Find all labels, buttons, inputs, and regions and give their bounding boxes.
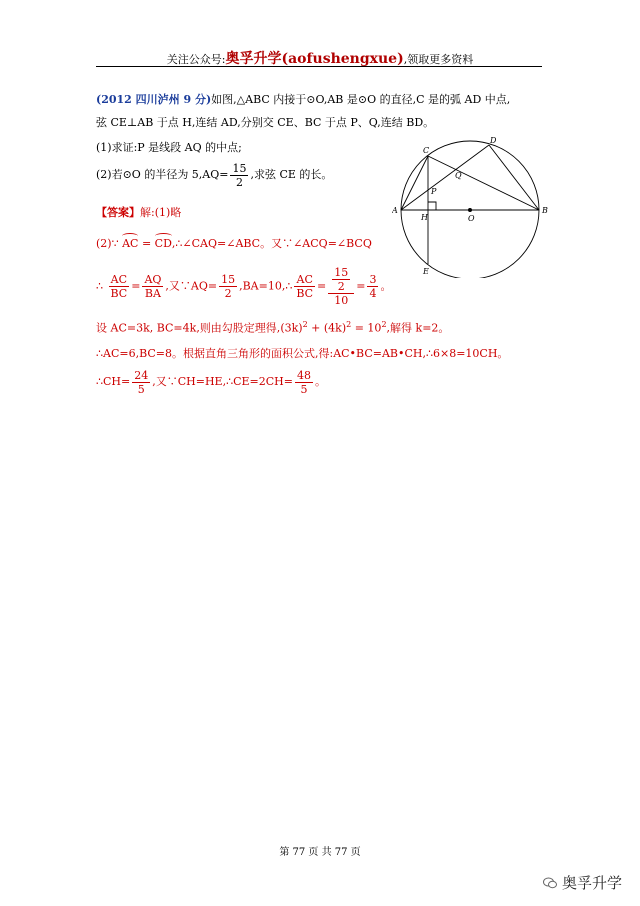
answer-line-5: ∴AC=6,BC=8。根据直角三角形的面积公式,得:AC•BC=AB•CH,∴6×8=10CH。 xyxy=(96,347,509,360)
fraction-ac-bc xyxy=(109,273,130,300)
label-o: O xyxy=(468,214,475,223)
fraction-24-5 xyxy=(132,369,150,396)
fraction-compound xyxy=(328,266,354,307)
page-footer: 第 77 页 共 77 页 xyxy=(279,847,361,858)
fraction-denominator: 5 xyxy=(300,382,308,396)
term-4k: (4k) xyxy=(323,321,347,335)
problem-text-2: 弦 CE⊥AB 于点 H,连结 AD,分别交 CE、BC 于点 P、Q,连结 BD。 xyxy=(96,116,435,129)
fraction-aq-ba xyxy=(142,273,163,300)
fraction-denominator: 2 xyxy=(235,175,243,189)
header-brand: 奥孚升学(aofushengxue) xyxy=(225,51,404,67)
equals-sign: = xyxy=(131,279,141,293)
circle-geometry-figure xyxy=(392,128,552,278)
watermark xyxy=(543,872,622,893)
problem-line-1 xyxy=(96,92,510,108)
fraction-denominator: BA xyxy=(144,287,161,300)
fraction-denominator: 10 xyxy=(334,294,349,307)
label-e: E xyxy=(423,267,429,276)
answer-4-text: 设 AC=3k, BC=4k,则由勾股定理得, xyxy=(96,321,281,335)
exponent: 2 xyxy=(381,320,387,329)
fraction-numerator: AC xyxy=(294,273,315,287)
answer-line-6 xyxy=(96,366,326,398)
fraction-numerator: AQ xyxy=(144,273,162,286)
label-c: C xyxy=(423,146,430,155)
fraction-numerator: 15 xyxy=(232,161,247,175)
fraction-numerator: 15 xyxy=(221,273,236,286)
answer-3-text: ,又∵AQ= xyxy=(165,279,218,293)
question-2 xyxy=(96,160,332,190)
fraction-inner xyxy=(330,266,352,293)
segment-ac xyxy=(401,156,428,210)
label-p: P xyxy=(431,187,437,196)
segment-bc xyxy=(428,156,539,210)
answer-6-text-b: ,又∵CH=HE,∴CE=2CH= xyxy=(152,375,293,388)
arc-cd: CD xyxy=(154,237,172,250)
question-2-text-a: (2)若⊙O 的半径为 5,AQ= xyxy=(96,168,229,181)
fraction-48-5 xyxy=(295,369,313,396)
fraction-3-4 xyxy=(367,273,378,300)
answer-2-rest: ,∴∠CAQ=∠ABC。又∵∠ACQ=∠BCQ xyxy=(171,237,372,250)
segment-bd xyxy=(489,145,539,210)
label-h: H xyxy=(421,213,428,222)
header-prefix: 关注公众号: xyxy=(166,53,226,66)
answer-4-result: ,解得 k=2。 xyxy=(386,321,450,335)
segment-ad xyxy=(401,145,489,210)
header-rule xyxy=(96,66,542,67)
fraction-denominator: 5 xyxy=(137,382,145,396)
exponent: 2 xyxy=(346,320,352,329)
wechat-icon xyxy=(543,877,557,889)
answer-line-3 xyxy=(96,266,391,307)
answer-2-prefix: (2)∵ xyxy=(96,237,123,250)
fraction-numerator: 3 xyxy=(369,273,377,286)
center-point xyxy=(468,208,472,212)
answer-part-1: 解:(1)略 xyxy=(140,206,182,219)
term-3k: (3k) xyxy=(280,321,303,335)
equals-sign: = xyxy=(317,279,327,293)
label-a: A xyxy=(392,206,398,215)
fraction-denominator: BC xyxy=(296,287,314,300)
label-q: Q xyxy=(455,171,462,180)
fraction-ac-bc-2 xyxy=(294,273,315,300)
fraction-denominator: 2 xyxy=(337,280,345,293)
answer-label: 【答案】 xyxy=(96,206,140,219)
answer-3-ba: ,BA=10,∴ xyxy=(239,279,293,293)
header-suffix: ,领取更多资料 xyxy=(403,53,474,66)
equals-ten: = 10 xyxy=(351,321,382,335)
answer-line-2 xyxy=(96,236,372,252)
equals-sign: = xyxy=(356,279,366,293)
fraction-aq xyxy=(230,162,248,189)
right-angle-mark xyxy=(428,202,436,210)
therefore-symbol: ∴ xyxy=(96,279,103,293)
problem-text-1: 如图,△ABC 内接于⊙O,AB 是⊙O 的直径,C 是的弧 AD 中点, xyxy=(211,93,511,106)
fraction-denominator: 4 xyxy=(369,287,377,300)
period: 。 xyxy=(314,375,326,388)
exponent: 2 xyxy=(302,320,308,329)
fraction-denominator: 2 xyxy=(224,287,232,300)
answer-2-equals: = xyxy=(138,237,155,250)
answer-line-1 xyxy=(96,205,181,221)
fraction-numerator: 15 xyxy=(334,266,349,279)
fraction-numerator: 24 xyxy=(134,368,149,382)
plus-sign: + xyxy=(307,321,324,335)
fraction-15-2 xyxy=(219,273,237,300)
fraction-compound-numerator xyxy=(328,266,354,294)
label-d: D xyxy=(490,136,497,145)
problem-source: (2012 四川泸州 9 分) xyxy=(96,93,212,106)
question-1: (1)求证:P 是线段 AQ 的中点; xyxy=(96,141,242,154)
period: 。 xyxy=(380,279,392,293)
fraction-numerator: AC xyxy=(109,273,130,287)
label-b: B xyxy=(542,206,548,215)
question-2-text-b: ,求弦 CE 的长。 xyxy=(250,168,333,181)
watermark-text: 奥孚升学 xyxy=(561,874,622,892)
fraction-denominator: BC xyxy=(110,287,128,300)
answer-6-text-a: ∴CH= xyxy=(96,375,131,388)
arc-ac: AC xyxy=(122,237,139,250)
answer-line-4 xyxy=(96,317,449,337)
page-header xyxy=(0,48,640,68)
fraction-numerator: 48 xyxy=(296,368,311,382)
